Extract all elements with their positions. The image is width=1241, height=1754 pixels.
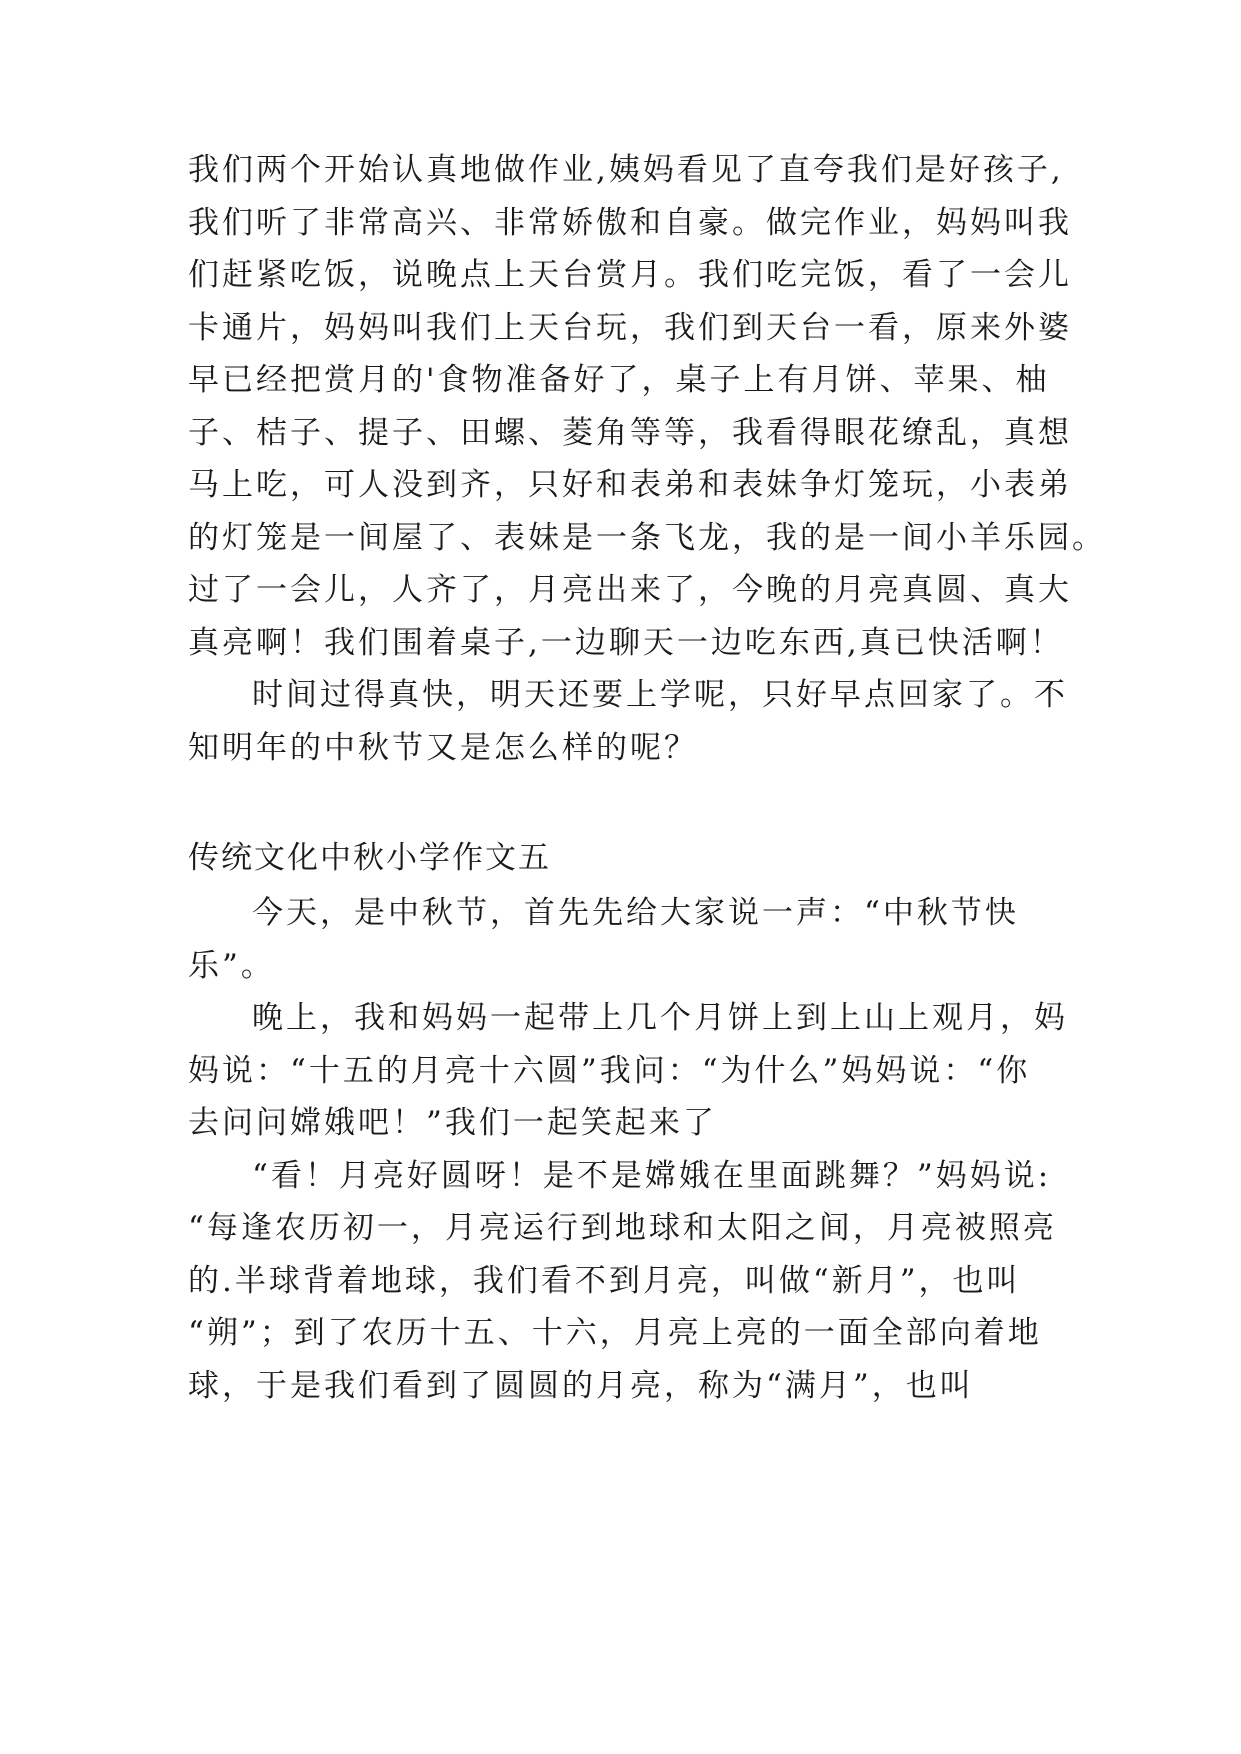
text-line: 晚上，我和妈妈一起带上几个月饼上到上山上观月，妈 xyxy=(252,1000,1068,1036)
text-line: “每逢农历初一，月亮运行到地球和太阳之间，月亮被照亮 xyxy=(188,1210,1057,1246)
text-line: 去问问嫦娥吧！”我们一起笑起来了 xyxy=(188,1105,717,1141)
section-title: 传统文化中秋小学作文五 xyxy=(188,840,551,876)
text-line: 们赶紧吃饭，说晚点上天台赏月。我们吃完饭，看了一会儿 xyxy=(188,257,1072,293)
text-line: 球，于是我们看到了圆圆的月亮，称为“满月”，也叫 xyxy=(188,1368,974,1404)
text-line: “朔”；到了农历十五、十六，月亮上亮的一面全部向着地 xyxy=(188,1315,1042,1351)
text-line: 时间过得真快，明天还要上学呢，只好早点回家了。不 xyxy=(252,677,1068,713)
text-line: 的灯笼是一间屋了、表妹是一条飞龙，我的是一间小羊乐园。 xyxy=(188,520,1106,556)
text-line: 知明年的中秋节又是怎么样的呢？ xyxy=(188,730,698,766)
text-line: 真亮啊！我们围着桌子,一边聊天一边吃东西,真已快活啊！ xyxy=(188,625,1064,661)
text-line: 我们两个开始认真地做作业,姨妈看见了直夸我们是好孩子, xyxy=(188,152,1064,188)
text-line: 乐”。 xyxy=(188,948,275,984)
text-line: 我们听了非常高兴、非常娇傲和自豪。做完作业，妈妈叫我 xyxy=(188,205,1072,241)
text-line: 卡通片，妈妈叫我们上天台玩，我们到天台一看，原来外婆 xyxy=(188,310,1072,346)
text-line: 早已经把赏月的'食物准备好了，桌子上有月饼、苹果、柚 xyxy=(188,362,1050,398)
text-line: “看！月亮好圆呀！是不是嫦娥在里面跳舞？”妈妈说: xyxy=(252,1158,1052,1194)
text-line: 子、桔子、提子、田螺、菱角等等，我看得眼花缭乱，真想 xyxy=(188,415,1072,451)
text-line: 过了一会儿，人齐了，月亮出来了，今晚的月亮真圆、真大 xyxy=(188,572,1072,608)
text-line: 的.半球背着地球，我们看不到月亮，叫做“新月”，也叫 xyxy=(188,1263,1021,1299)
text-line: 妈说：“十五的月亮十六圆”我问：“为什么”妈妈说：“你 xyxy=(188,1053,1031,1089)
text-line: 马上吃，可人没到齐，只好和表弟和表妹争灯笼玩，小表弟 xyxy=(188,467,1072,503)
text-line: 今天，是中秋节，首先先给大家说一声：“中秋节快 xyxy=(252,895,1019,931)
